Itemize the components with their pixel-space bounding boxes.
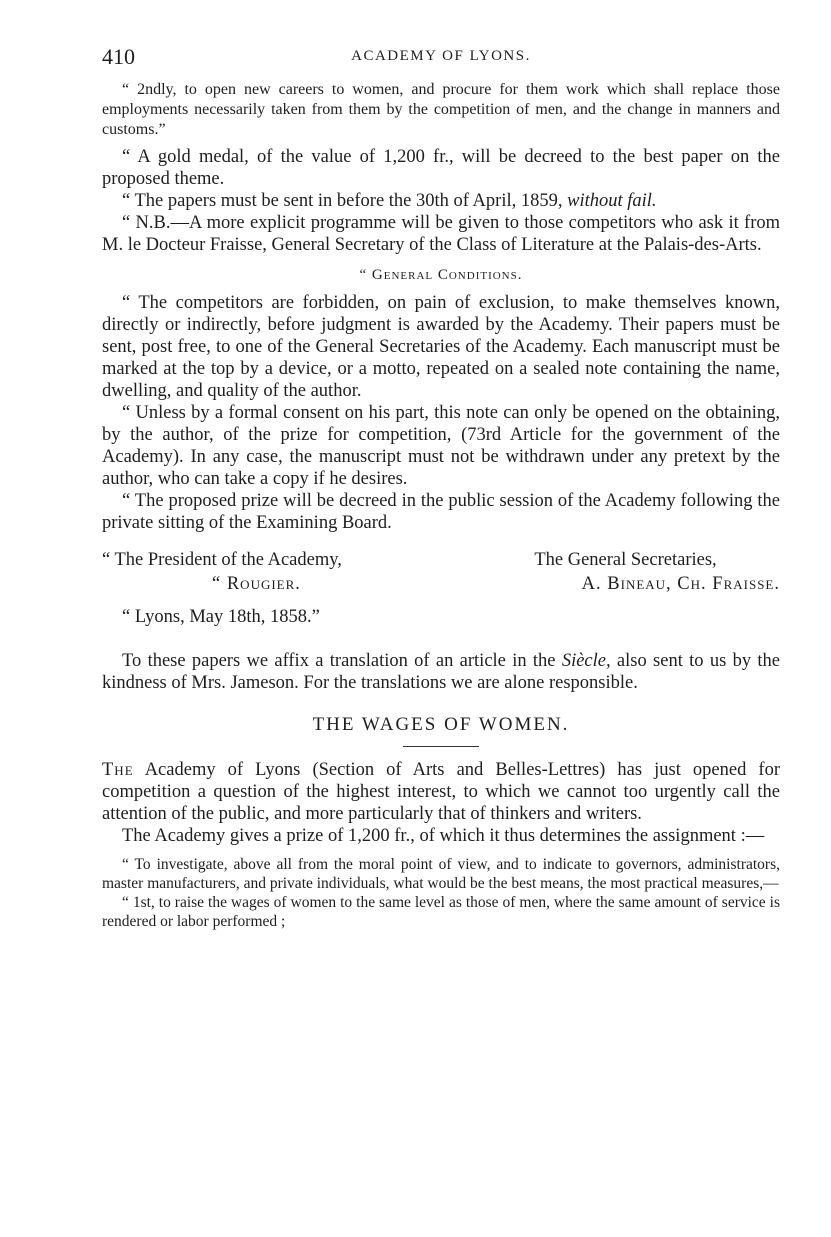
section-article	[102, 759, 780, 847]
running-head: ACADEMY OF LYONS.	[351, 48, 531, 64]
section-programme	[102, 146, 780, 534]
paragraph: “ The proposed prize will be decreed in the public session of the Academy following the private sitting of the Examining Board.	[102, 491, 780, 533]
paragraph-text: Academy of Lyons (Section of Arts and Belles-Lettres) has just opened for competition a question of the highest interest, to which we cannot too urgently call the attention of the public, and more particularly that of thinkers and writers.	[102, 760, 780, 824]
section-quoted-programme	[102, 80, 780, 140]
paragraph: “ N.B.—A more explicit programme will be given to those competitors who ask it from M. le Docteur Fraisse, General Secretary of the Class of Literature at the Palais-des-Arts.	[102, 213, 780, 255]
italic-text: Siècle,	[561, 651, 611, 671]
page-number: 410	[102, 44, 135, 69]
paragraph	[102, 650, 780, 694]
paragraph-text: “ The papers must be sent in before the 30th of April, 1859,	[122, 191, 563, 211]
section-introduction	[102, 650, 780, 694]
paragraph: “ 2ndly, to open new careers to women, and procure for them work which shall replace those employments necessarily taken from them by the competition of men, and the change in manners and customs.”	[102, 81, 780, 138]
paragraph: “ To investigate, above all from the moral point of view, and to indicate to governors, administrators, master manufacturers, and private individuals, what would be the best means, the most practical measures,—	[102, 856, 780, 892]
paragraph: “ 1st, to raise the wages of women to the same level as those of men, where the same amount of service is rendered or labor performed ;	[102, 894, 780, 930]
paragraph: “ A gold medal, of the value of 1,200 fr., will be decreed to the best paper on the proposed theme.	[102, 147, 780, 189]
section-heading: “ General Conditions.	[359, 267, 523, 283]
signature-secretaries-names: A. Bineau, Ch. Fraisse.	[581, 574, 780, 594]
page	[102, 40, 780, 931]
dateline: “ Lyons, May 18th, 1858.”	[122, 607, 320, 627]
paragraph	[102, 759, 780, 825]
paragraph: “ Unless by a formal consent on his part, this note can only be opened on the obtaining, by the author, of the prize for competition, (73rd Article for the government of the Academy). In any case, the manuscript must not be withdrawn under any pretext by the author, who can take a copy if he desires.	[102, 403, 780, 489]
paragraph-text: To these papers we affix a translation of an article in the	[122, 651, 562, 671]
paragraph: “ The competitors are forbidden, on pain of exclusion, to make themselves known, directly or indirectly, before judgment is awarded by the Academy. Their papers must be sent, post free, to one of the General Secretaries of the Academy. Each manuscript must be marked at the top by a device, or a motto, repeated on a sealed note containing the name, dwelling, and quality of the author.	[102, 293, 780, 401]
title-rule	[403, 746, 479, 747]
paragraph-lead: The	[102, 760, 134, 780]
paragraph-text: also sent to us by the kindness of Mrs. Jameson. For the translations we are alone responsible.	[102, 651, 781, 693]
italic-text: without fail.	[567, 191, 657, 211]
signature-president-name: “ Rougier.	[212, 574, 301, 594]
article-title: THE WAGES OF WOMEN.	[312, 714, 570, 735]
section-quotation	[102, 855, 780, 931]
paragraph: The Academy gives a prize of 1,200 fr., of which it thus determines the assignment :—	[122, 826, 765, 846]
paragraph	[102, 190, 780, 212]
signature-secretaries-title: The General Secretaries,	[534, 550, 717, 570]
page-header	[102, 40, 780, 80]
signature-president-title: “ The President of the Academy,	[102, 550, 342, 570]
signature-block	[102, 548, 780, 596]
